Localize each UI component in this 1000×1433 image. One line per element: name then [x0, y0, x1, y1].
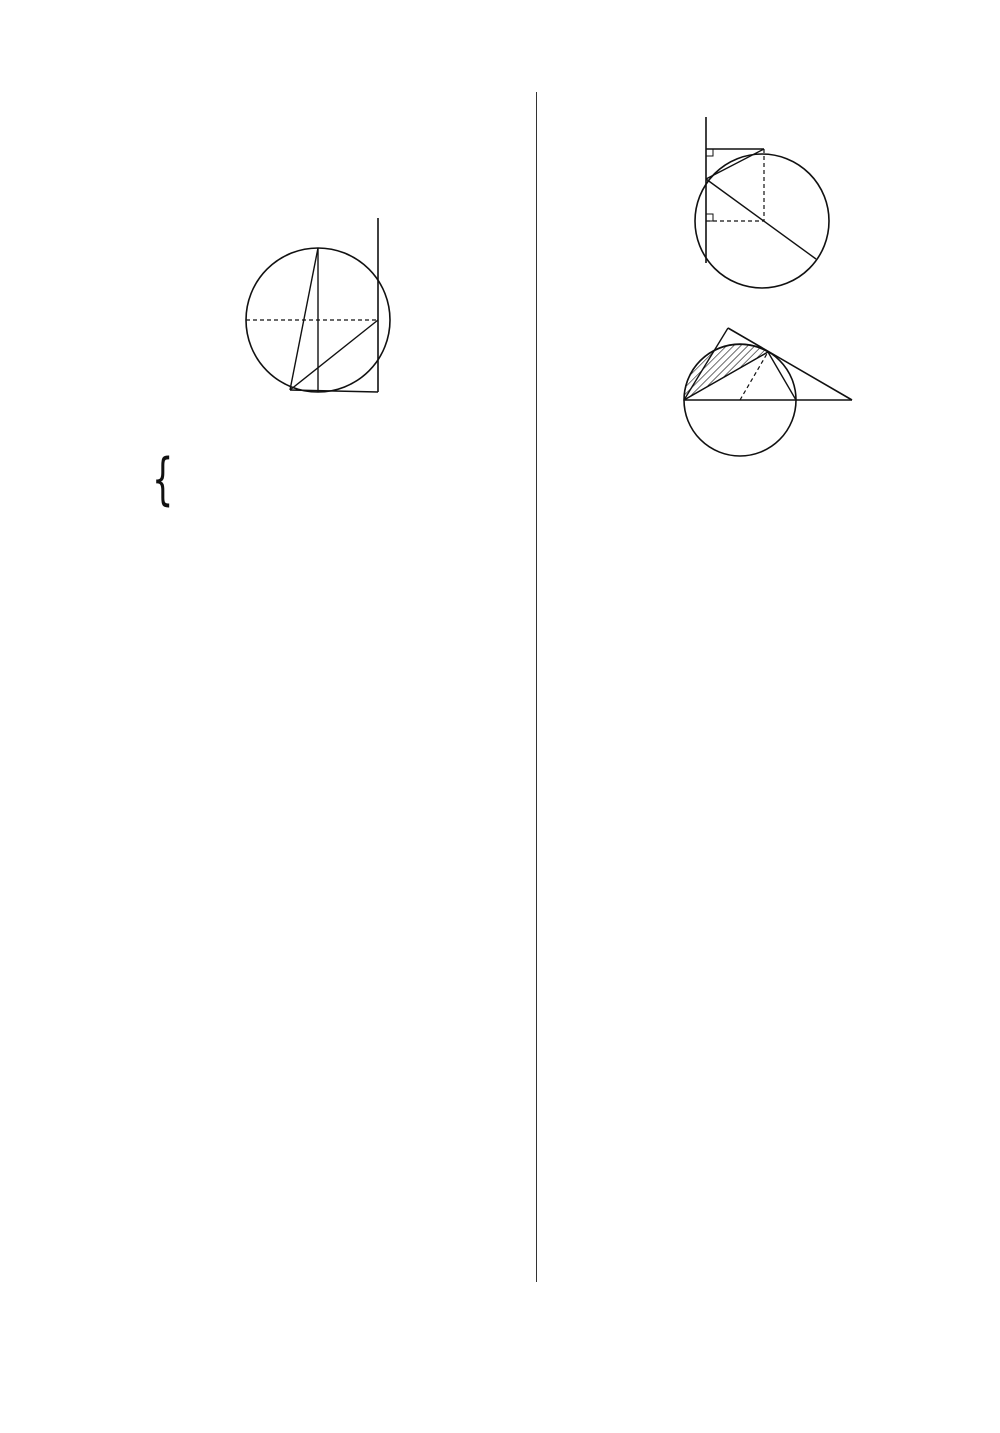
left-column	[130, 86, 530, 512]
text-line	[130, 160, 530, 185]
solution-19-tail	[130, 86, 530, 185]
figure-22	[682, 111, 957, 291]
figure-23	[662, 318, 957, 468]
problem-20-heading	[130, 185, 530, 210]
text-line	[130, 111, 530, 136]
right-angle-f	[706, 214, 713, 221]
problem-21-heading	[130, 420, 530, 445]
equation-continuation	[552, 86, 957, 111]
chord-ac	[290, 320, 378, 390]
problem-22-heading	[130, 445, 530, 470]
watermark	[808, 1340, 998, 1430]
figure-20-diagram	[210, 210, 450, 420]
figure-20	[210, 210, 530, 420]
right-column	[552, 86, 957, 472]
chord-ac	[706, 149, 764, 179]
line-ad	[290, 390, 378, 392]
right-angle-d	[706, 149, 713, 156]
text-line	[130, 86, 530, 111]
chord-bf	[290, 248, 318, 390]
figure-23-diagram	[662, 318, 862, 468]
problem-23-heading	[522, 293, 957, 318]
figure-22-diagram	[682, 111, 852, 291]
line-ae	[706, 179, 816, 259]
shaded-segment	[684, 344, 768, 400]
column-divider	[536, 92, 537, 1282]
text-line	[130, 136, 530, 161]
left-brace: {	[152, 446, 174, 512]
